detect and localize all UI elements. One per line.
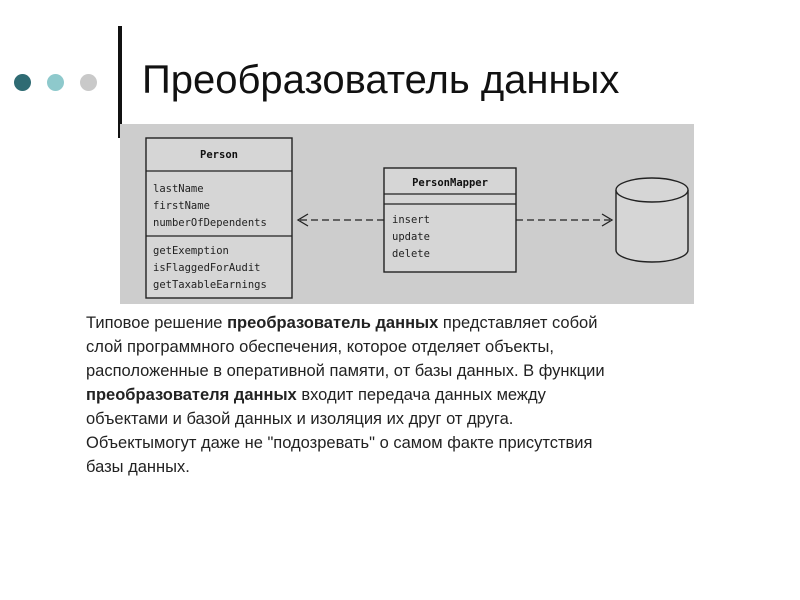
person-attr: lastName [153,183,204,195]
person-class-name: Person [200,149,238,161]
uml-diagram [120,124,694,304]
description-paragraph [86,311,726,479]
person-method: getExemption [153,245,229,257]
mapper-class-box [384,168,516,272]
description-line [86,431,726,455]
dot-gray [80,74,97,91]
text-segment: слой программного обеспечения, которое отделяет объекты, [86,338,554,356]
database-icon [616,178,688,262]
description-line [86,407,726,431]
slide-title: Преобразователь данных [142,58,620,102]
mapper-method: delete [392,248,430,260]
person-class-box [146,138,292,298]
dependency-arrow-left [298,214,384,226]
description-line [86,455,726,479]
emphasis-term: преобразователь данных [227,314,439,332]
dot-dark [14,74,31,91]
description-line [86,383,726,407]
text-segment: Объектымогут даже не "подозревать" о самом факте присутствия [86,434,593,452]
text-segment: базы данных. [86,458,190,476]
person-attr: firstName [153,200,210,212]
uml-diagram-svg [120,124,694,304]
dependency-arrow-right [516,214,612,226]
description-line [86,335,726,359]
emphasis-term: преобразователя данных [86,386,297,404]
person-attr: numberOfDependents [153,217,267,229]
description-line [86,359,726,383]
mapper-method: insert [392,214,430,226]
text-segment: объектами и базой данных и изоляция их друг от друга. [86,410,514,428]
text-segment: Типовое решение [86,314,228,332]
mapper-method: update [392,231,430,243]
text-segment: представляет собой [438,314,598,332]
person-method: getTaxableEarnings [153,279,267,291]
dot-light [47,74,64,91]
person-method: isFlaggedForAudit [153,262,261,274]
mapper-class-name: PersonMapper [412,177,488,189]
title-divider [118,26,122,138]
text-segment: входит передача данных между [296,386,546,404]
text-segment: расположенные в оперативной памяти, от базы данных. В функции [86,362,605,380]
description-line [86,311,726,335]
